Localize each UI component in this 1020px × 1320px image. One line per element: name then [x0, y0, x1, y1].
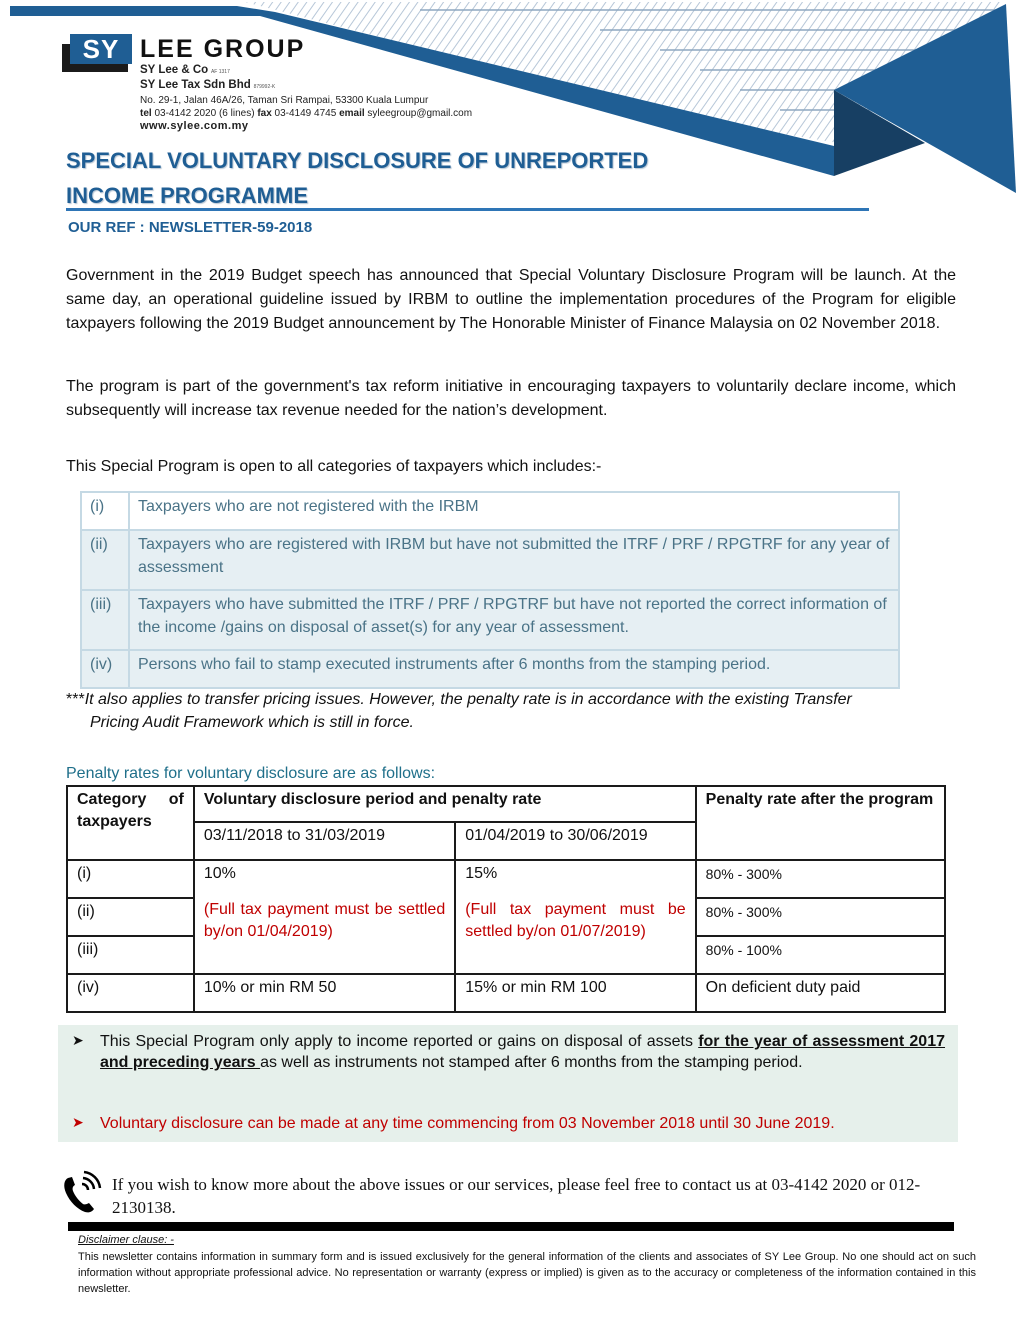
transfer-pricing-note: ***It also applies to transfer pricing issues. However, the penalty rate is in accordance with the existing Transfer Pricing Audit Framework which is still in force.: [66, 691, 852, 731]
category-row: (i) Taxpayers who are not registered with the IRBM: [81, 492, 899, 530]
firm-reg-2: 879992-K: [253, 84, 276, 90]
highlight-bullet-1: This Special Program only apply to income reported or gains on disposal of assets for the year of assessment 2017 and preceding years as well as instruments not stamped after 6 months from the stamping period.: [100, 1033, 946, 1071]
phone-icon: [60, 1170, 104, 1214]
category-row: (iii) Taxpayers who have submitted the ITRF / PRF / RPGTRF but have not reported the correct information of the income /gains on disposal of asset(s) for any year of assessment.: [81, 590, 899, 650]
firm-reg-1: AF 1317: [210, 69, 230, 75]
period-2-rate-cell: 15% (Full tax payment must be settled by/on 01/07/2019): [455, 860, 695, 974]
bullet-arrow-icon: ➤: [72, 1032, 84, 1048]
company-info: [140, 64, 472, 133]
firm-name-2: SY Lee Tax Sdn Bhd: [140, 79, 251, 91]
period-2-payment-note: (Full tax payment must be settled by/on 01/07/2019): [465, 901, 686, 940]
category-row: (ii) Taxpayers who are registered with IRBM but have not submitted the ITRF / PRF / RPGTRF for any year of assessment: [81, 530, 899, 590]
table-row: (iv) 10% or min RM 50 15% or min RM 100 On deficient duty paid: [67, 974, 945, 1012]
header-period-2: 01/04/2019 to 30/06/2019: [455, 822, 695, 860]
categories-intro: This Special Program is open to all categories of taxpayers which includes:-: [66, 458, 602, 475]
category-row: (iv) Persons who fail to stamp executed instruments after 6 months from the stamping period.: [81, 650, 899, 688]
disclaimer-title: Disclaimer clause: -: [78, 1234, 174, 1246]
table-header-row: [67, 786, 945, 822]
page-title: SPECIAL VOLUNTARY DISCLOSURE OF UNREPORTED INCOME PROGRAMME: [66, 148, 649, 208]
company-fax: 03-4149 4745: [274, 108, 337, 119]
logo-name: LEE GROUP: [140, 35, 306, 63]
bullet-arrow-icon: ➤: [72, 1114, 84, 1130]
period-1-rate-cell: 10% (Full tax payment must be settled by/on 01/04/2019): [194, 860, 455, 974]
company-website[interactable]: www.sylee.com.my: [140, 120, 249, 132]
title-divider: [66, 208, 869, 211]
penalty-caption: Penalty rates for voluntary disclosure are as follows:: [66, 765, 436, 782]
logo-mark: SY: [70, 34, 132, 64]
table-row: (iii) 80% - 100%: [67, 936, 945, 974]
reference-number: OUR REF : NEWSLETTER-59-2018: [68, 219, 313, 236]
footer-divider: [68, 1222, 954, 1231]
highlight-box: [58, 1025, 958, 1142]
header-after-program: Penalty rate after the program: [696, 786, 945, 860]
disclaimer-text: This newsletter contains information in summary form and is issued exclusively for the general information of the clients and associates of SY Lee Group. No one should act on such information without appropriate professional advice. No representation or warranty (express or implied) is given as to the accuracy or completeness of the information contained in this newsletter.: [78, 1251, 976, 1295]
table-row: (i) 10% (Full tax payment must be settled by/on 01/04/2019) 15% (Full tax payment must be settled by/on 01/07/2019) 80% - 300%: [67, 860, 945, 898]
company-address: No. 29-1, Jalan 46A/26, Taman Sri Rampai, 53300 Kuala Lumpur: [140, 95, 429, 106]
highlight-bullet-2: Voluntary disclosure can be made at any time commencing from 03 November 2018 until 30 June 2019.: [100, 1115, 835, 1132]
table-row: (ii) 80% - 300%: [67, 898, 945, 936]
firm-name-1: SY Lee & Co: [140, 64, 209, 76]
company-tel: 03-4142 2020 (6 lines): [154, 108, 255, 119]
penalty-rates-table: [66, 785, 946, 1013]
header-period-1: 03/11/2018 to 31/03/2019: [194, 822, 455, 860]
contact-text: If you wish to know more about the above issues or our services, please feel free to contact us at 03-4142 2020 or 012-2130138.: [112, 1175, 921, 1217]
program-paragraph: The program is part of the government's tax reform initiative in encouraging taxpayers to voluntarily declare income, which subsequently will increase tax revenue needed for the nation’s development.: [66, 378, 956, 419]
header-category: Category of taxpayers: [67, 786, 194, 860]
taxpayer-categories-table: [80, 491, 900, 689]
company-contacts: tel 03-4142 2020 (6 lines) fax 03-4149 4745 email syleegroup@gmail.com: [140, 108, 473, 119]
header-period: Voluntary disclosure period and penalty rate: [194, 786, 696, 822]
period-1-payment-note: (Full tax payment must be settled by/on 01/04/2019): [203, 901, 446, 940]
intro-paragraph: Government in the 2019 Budget speech has announced that Special Voluntary Disclosure Program will be launch. At the same day, an operational guideline issued by IRBM to outline the implementation procedures of the Program for eligible taxpayers following the 2019 Budget announcement by The Honorable Minister of Finance Malaysia on 02 November 2018.: [66, 267, 956, 332]
company-email[interactable]: syleegroup@gmail.com: [367, 108, 473, 119]
